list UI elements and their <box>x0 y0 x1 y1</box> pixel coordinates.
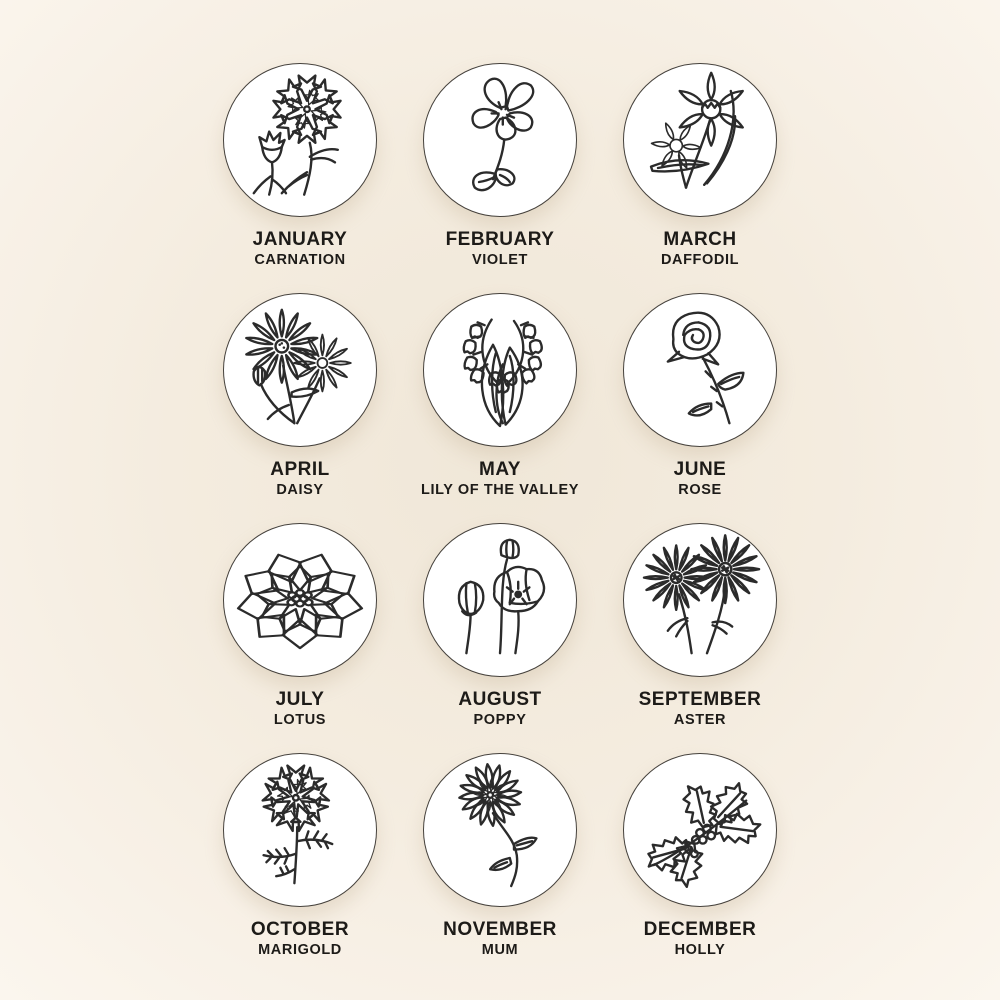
flower-circle <box>623 293 777 447</box>
flower-name-label: VIOLET <box>472 252 528 268</box>
card-march <box>600 63 800 269</box>
month-label: JUNE <box>673 459 727 480</box>
card-october <box>200 753 400 959</box>
card-april <box>200 293 400 499</box>
daffodil-icon <box>630 70 770 210</box>
card-november <box>400 753 600 959</box>
card-august <box>400 523 600 729</box>
flower-circle <box>223 63 377 217</box>
aster-icon <box>630 530 770 670</box>
month-label: DECEMBER <box>643 919 757 940</box>
flower-circle <box>423 523 577 677</box>
daisy-icon <box>230 300 370 440</box>
flower-name-label: HOLLY <box>674 942 726 958</box>
flower-name-label: POPPY <box>473 712 527 728</box>
rose-icon <box>630 300 770 440</box>
card-may <box>400 293 600 499</box>
flower-circle <box>223 293 377 447</box>
mum-icon <box>430 760 570 900</box>
card-january <box>200 63 400 269</box>
month-label: MAY <box>479 459 521 480</box>
flower-circle <box>423 63 577 217</box>
flower-circle <box>223 753 377 907</box>
flower-name-label: LILY OF THE VALLEY <box>421 482 579 498</box>
month-label: MARCH <box>663 229 737 250</box>
month-label: OCTOBER <box>250 919 350 940</box>
flower-name-label: LOTUS <box>273 712 327 728</box>
card-december <box>600 753 800 959</box>
flower-name-label: MUM <box>481 942 519 958</box>
flower-circle <box>423 293 577 447</box>
flower-circle <box>623 523 777 677</box>
card-july <box>200 523 400 729</box>
flower-circle <box>623 63 777 217</box>
flower-name-label: CARNATION <box>254 252 346 268</box>
card-june <box>600 293 800 499</box>
flower-name-label: ROSE <box>678 482 722 498</box>
month-label: JULY <box>275 689 325 710</box>
flower-name-label: DAFFODIL <box>660 252 740 268</box>
month-label: APRIL <box>270 459 330 480</box>
flower-circle <box>423 753 577 907</box>
month-label: NOVEMBER <box>443 919 557 940</box>
card-february <box>400 63 600 269</box>
holly-icon <box>630 760 770 900</box>
card-september <box>600 523 800 729</box>
poppy-icon <box>430 530 570 670</box>
month-label: SEPTEMBER <box>638 689 762 710</box>
marigold-icon <box>230 760 370 900</box>
violet-icon <box>430 70 570 210</box>
flower-name-label: ASTER <box>673 712 727 728</box>
month-label: JANUARY <box>252 229 348 250</box>
month-label: AUGUST <box>458 689 542 710</box>
flower-name-label: MARIGOLD <box>258 942 342 958</box>
flower-circle <box>223 523 377 677</box>
flower-circle <box>623 753 777 907</box>
lotus-icon <box>230 530 370 670</box>
carnation-icon <box>230 70 370 210</box>
lily-of-the-valley-icon <box>430 300 570 440</box>
month-label: FEBRUARY <box>445 229 555 250</box>
flower-name-label: DAISY <box>276 482 324 498</box>
